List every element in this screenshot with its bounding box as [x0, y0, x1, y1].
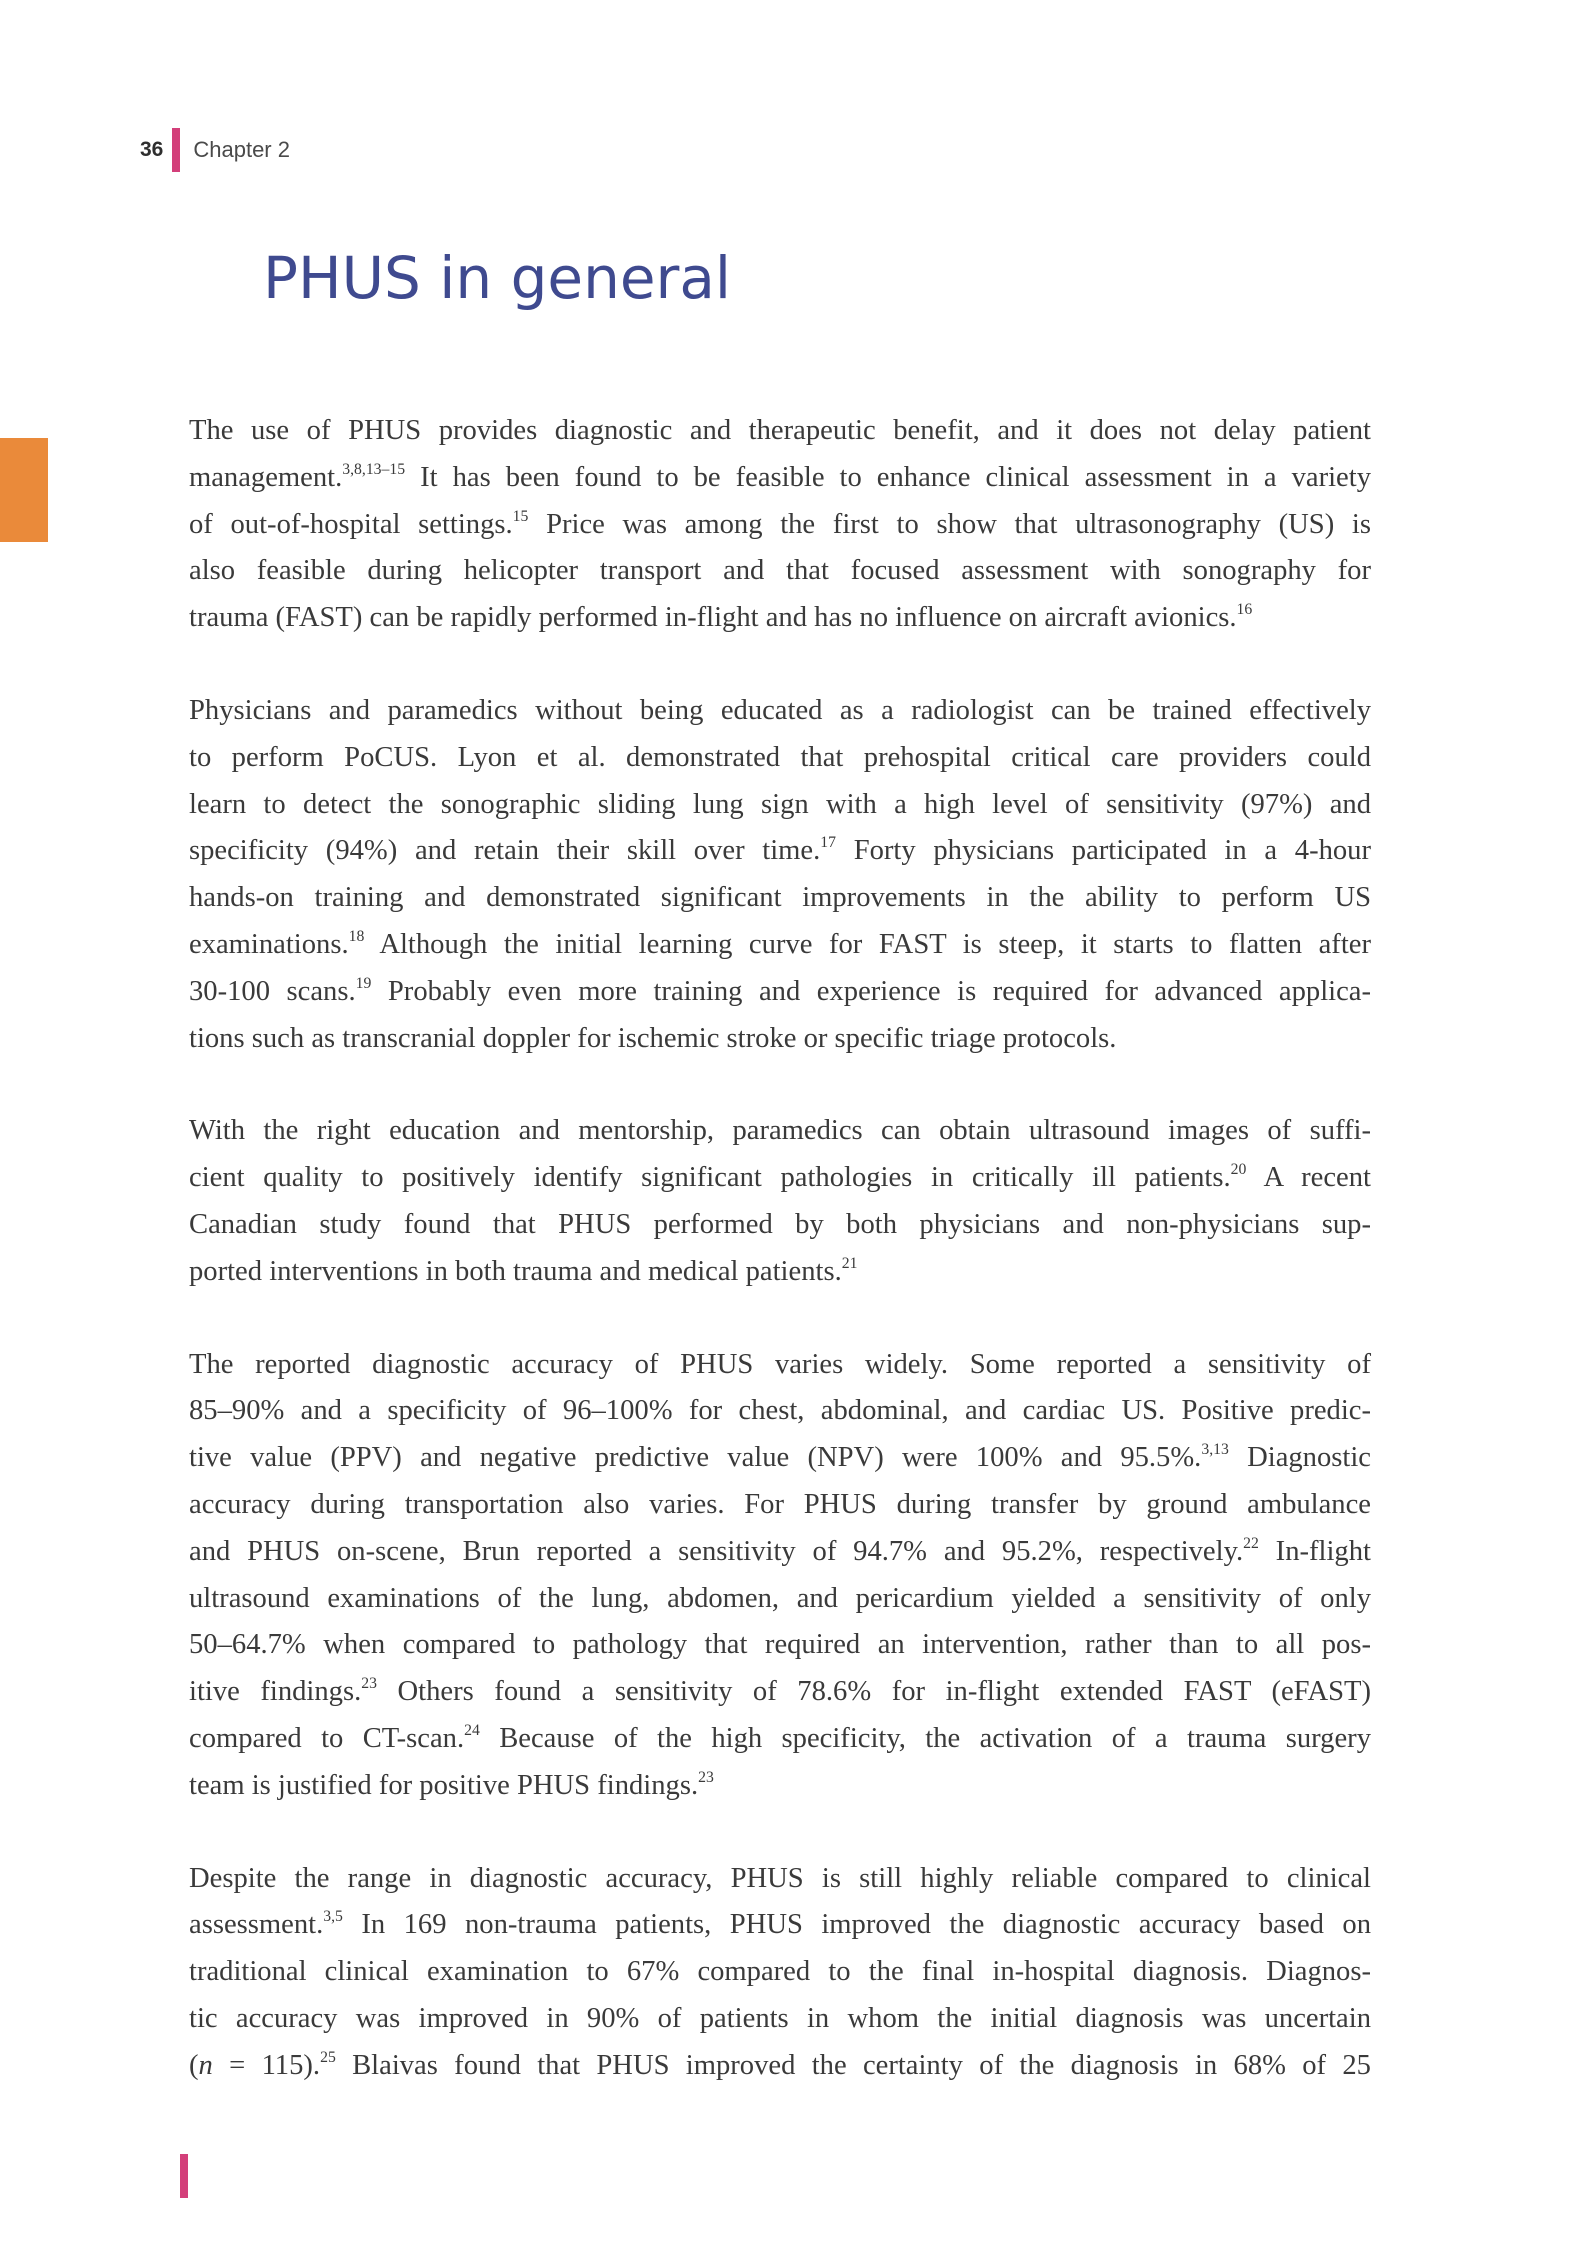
citation-reference: 16: [1236, 601, 1253, 619]
paragraph: [189, 1856, 1371, 2090]
text-line: cient quality to positively identify significant pathologies in critically ill patients.$^{20}$ A recent: [189, 1161, 1371, 1194]
text-line: assessment.$^{3,5}$ In 169 non-trauma patients, PHUS improved the diagnostic accuracy based on: [189, 1908, 1371, 1941]
text-line: (n = 115).$^{25}$ Blaivas found that PHUS improved the certainty of the diagnosis in 68% of 25: [189, 2048, 1371, 2081]
paragraph: [189, 688, 1371, 1062]
paragraph: [189, 408, 1371, 642]
text-line: tive value (PPV) and negative predictive value (NPV) were 100% and 95.5%.$^{3,13}$ Diagnostic: [189, 1441, 1371, 1474]
page-number: 36: [140, 138, 164, 161]
text-line: The reported diagnostic accuracy of PHUS varies widely. Some reported a sensitivity of: [189, 1348, 1371, 1380]
text-line: management.$^{3,8,13-15}$ It has been found to be feasible to enhance clinical assessment in a variety: [189, 461, 1371, 493]
text-line: traditional clinical examination to 67% compared to the final in-hospital diagnosis. Diagnos-: [189, 1956, 1371, 1988]
text-line: compared to CT-scan.$^{24}$ Because of the high specificity, the activation of a trauma surgery: [189, 1722, 1371, 1754]
text-line: to perform PoCUS. Lyon et al. demonstrated that prehospital critical care providers could: [189, 741, 1371, 773]
citation-reference: 21: [841, 1254, 858, 1272]
paragraph: [189, 1342, 1371, 1810]
footer-accent-bar: [180, 2154, 188, 2198]
text-line: Physicians and paramedics without being educated as a radiologist can be trained effectively: [189, 694, 1371, 726]
section-title: PHUS in general: [263, 244, 732, 312]
citation-reference: 25: [320, 2048, 336, 2066]
text-line: trauma (FAST) can be rapidly performed in-flight and has no influence on aircraft avionics.$^{16}$: [189, 601, 1253, 634]
citation-reference: 22: [1243, 1534, 1259, 1552]
text-line: itive findings.$^{23}$ Others found a sensitivity of 78.6% for in-flight extended FAST (eFAST): [189, 1675, 1371, 1708]
text-line: of out-of-hospital settings.$^{15}$ Price was among the first to show that ultrasonography (US) is: [189, 507, 1371, 540]
text-line: 85–90% and a specificity of 96–100% for chest, abdominal, and cardiac US. Positive predic-: [189, 1395, 1371, 1427]
citation-reference: 18: [348, 928, 365, 946]
text-line: tions such as transcranial doppler for ischemic stroke or specific triage protocols.: [189, 1022, 1117, 1054]
text-line: and PHUS on-scene, Brun reported a sensitivity of 94.7% and 95.2%, respectively.$^{22}$ In-flight: [189, 1534, 1371, 1567]
citation-reference: 24: [464, 1722, 480, 1740]
text-line: The use of PHUS provides diagnostic and therapeutic benefit, and it does not delay patient: [189, 415, 1371, 446]
citation-reference: 15: [512, 507, 529, 525]
chapter-label: Chapter 2: [193, 137, 290, 162]
text-line: Canadian study found that PHUS performed by both physicians and non-physicians sup-: [189, 1208, 1371, 1240]
running-head: [140, 128, 290, 172]
citation-reference: 19: [355, 974, 372, 992]
text-line: 50–64.7% when compared to pathology that required an intervention, rather than to all pos-: [189, 1629, 1371, 1661]
paragraph: [189, 1108, 1371, 1295]
body-text: [189, 408, 1371, 2136]
citation-reference: 23: [361, 1675, 377, 1693]
citation-reference: 20: [1230, 1161, 1247, 1179]
text-line: ported interventions in both trauma and medical patients.$^{21}$: [189, 1254, 858, 1287]
text-line: examinations.$^{18}$ Although the initial learning curve for FAST is steep, it starts to flatten after: [189, 928, 1371, 960]
text-line: With the right education and mentorship, paramedics can obtain ultrasound images of suffi-: [189, 1115, 1371, 1147]
text-line: learn to detect the sonographic sliding lung sign with a high level of sensitivity (97%) and: [189, 788, 1371, 820]
citation-reference: 3,8,13–15: [342, 461, 406, 478]
text-line: team is justified for positive PHUS findings.$^{23}$: [189, 1768, 714, 1801]
citation-reference: 3,13: [1201, 1441, 1229, 1459]
text-line: ultrasound examinations of the lung, abdomen, and pericardium yielded a sensitivity of only: [189, 1582, 1371, 1614]
text-line: 30-100 scans.$^{19}$ Probably even more training and experience is required for advanced applica-: [189, 974, 1371, 1007]
text-line: accuracy during transportation also varies. For PHUS during transfer by ground ambulance: [189, 1488, 1371, 1520]
header-accent-bar: [172, 128, 180, 172]
text-line: specificity (94%) and retain their skill over time.$^{17}$ Forty physicians participated in a 4-hour: [189, 834, 1372, 867]
text-line: hands-on training and demonstrated significant improvements in the ability to perform US: [189, 882, 1371, 914]
italic-variable: n: [198, 2049, 213, 2081]
chapter-thumb-tab: [0, 438, 48, 542]
text-line: Despite the range in diagnostic accuracy, PHUS is still highly reliable compared to clinical: [189, 1862, 1371, 1894]
citation-reference: 3,5: [323, 1908, 343, 1926]
text-line: tic accuracy was improved in 90% of patients in whom the initial diagnosis was uncertain: [189, 2002, 1371, 2034]
citation-reference: 17: [820, 834, 836, 852]
citation-reference: 23: [698, 1768, 714, 1786]
text-line: also feasible during helicopter transport and that focused assessment with sonography for: [189, 555, 1371, 587]
